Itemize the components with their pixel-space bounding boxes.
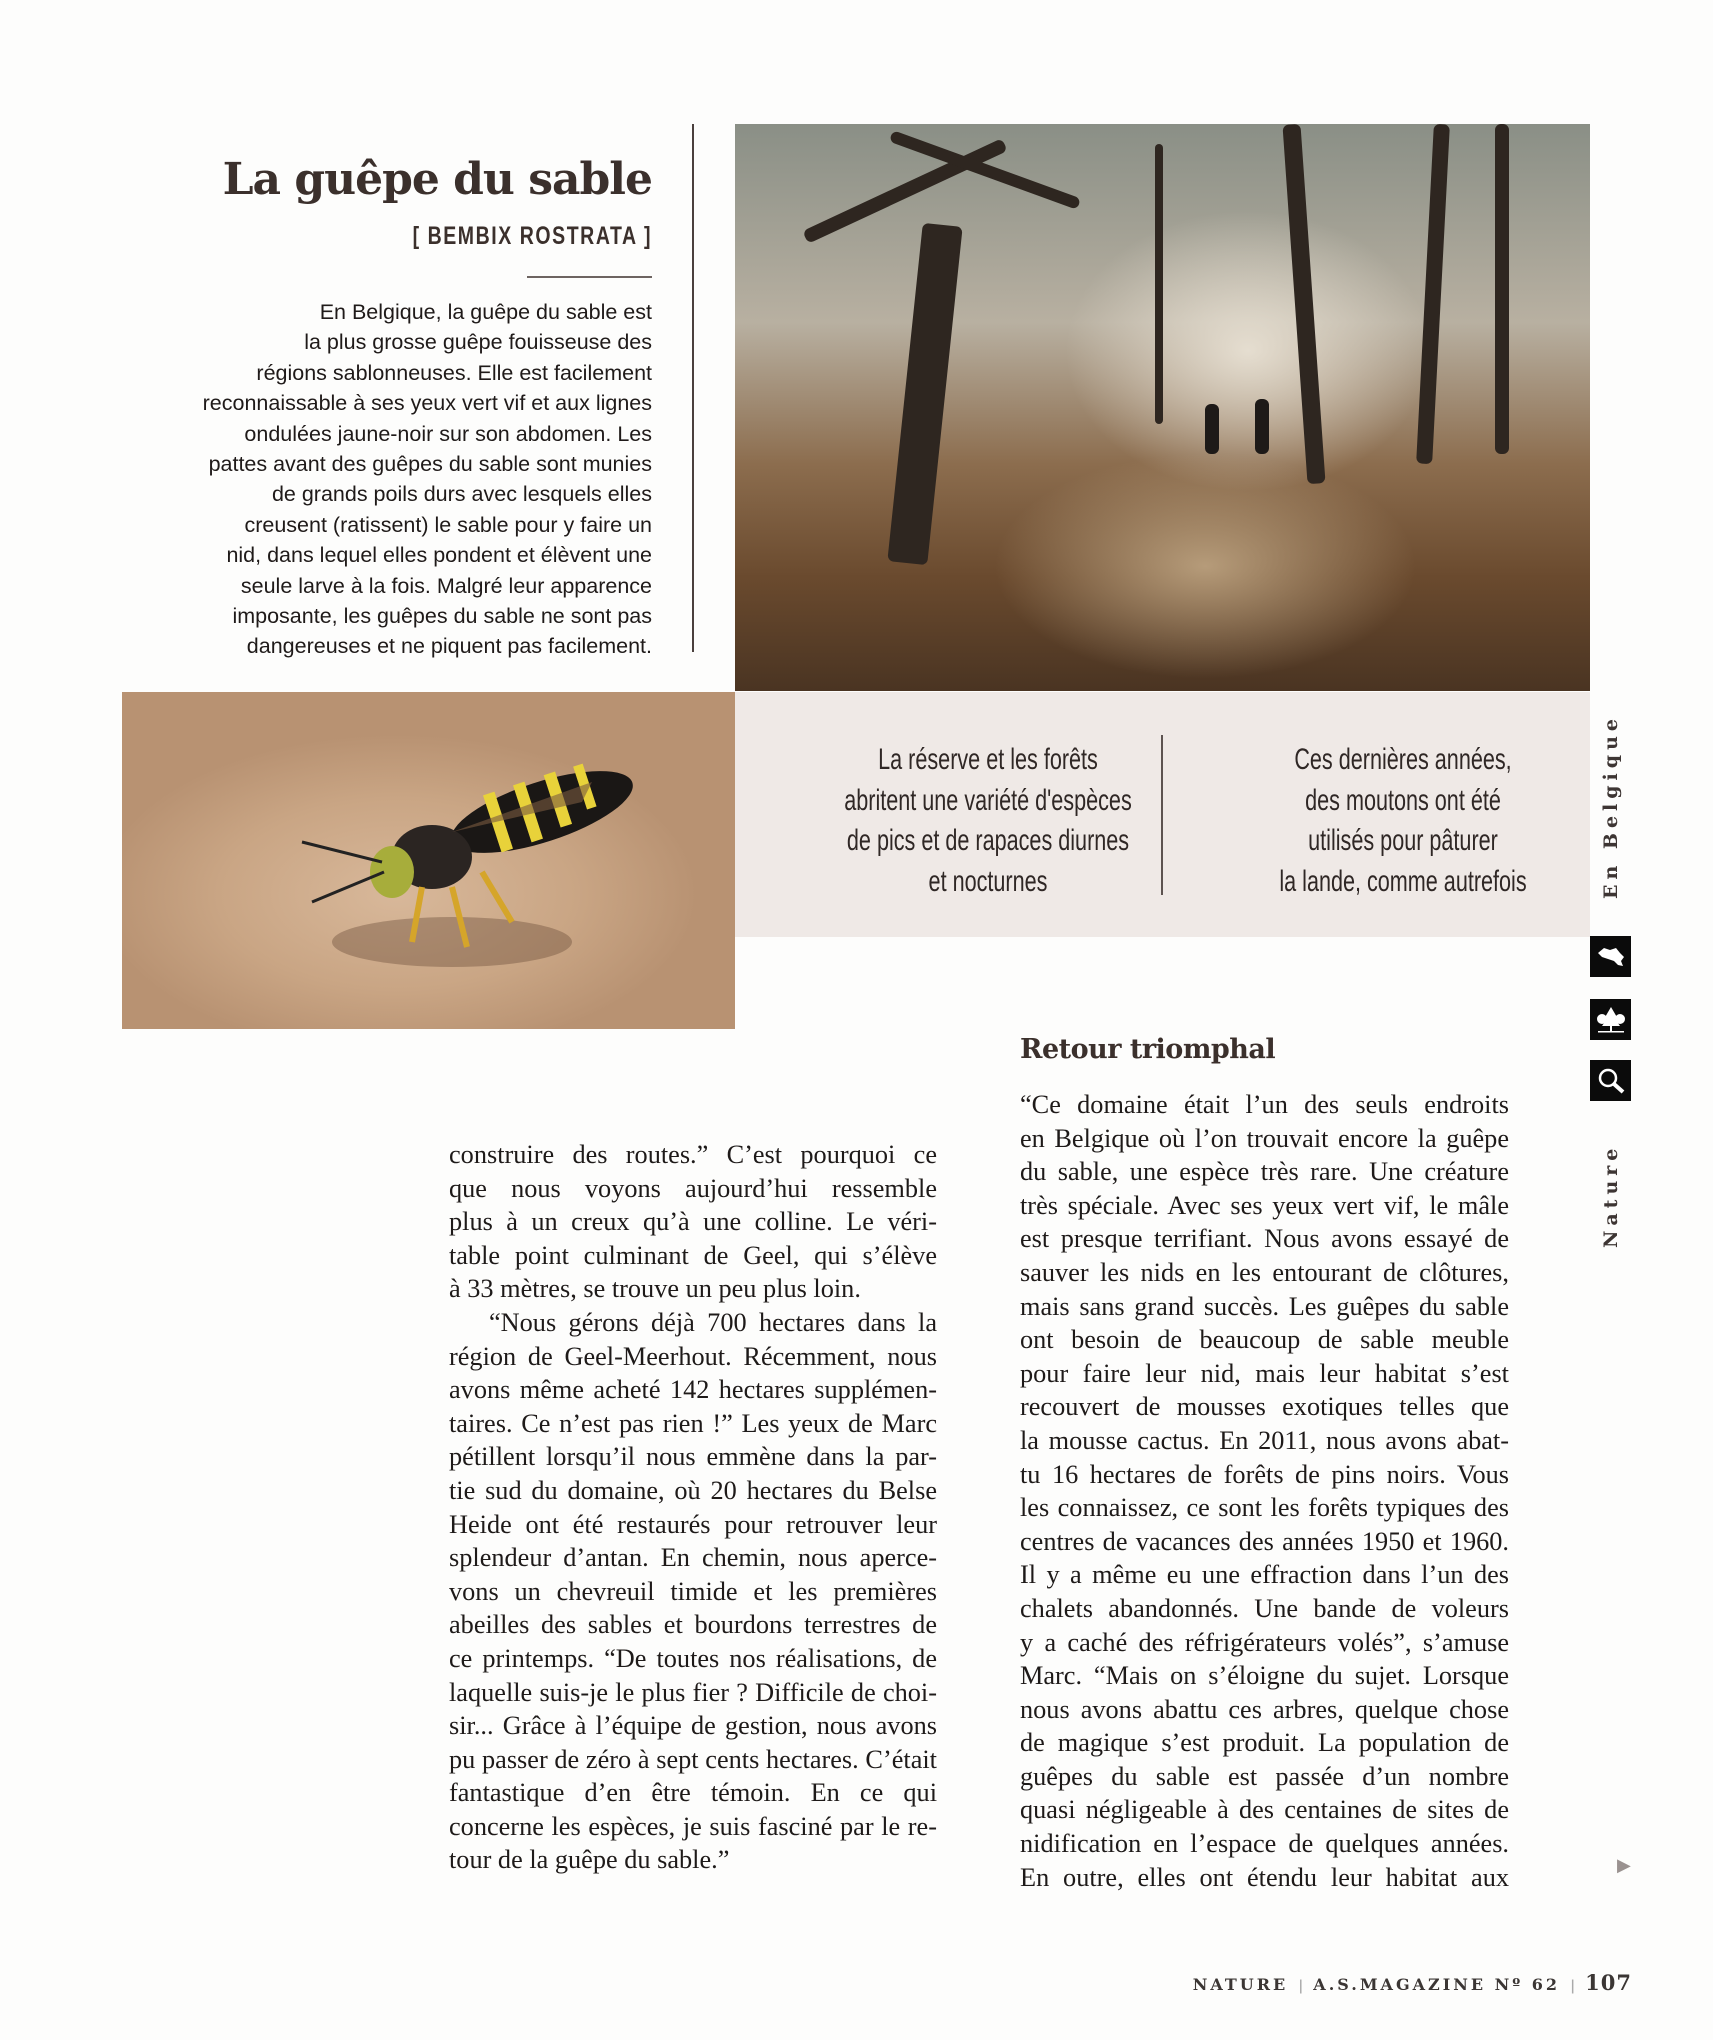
text-line: vons un chevreuil timide et les premières (449, 1576, 937, 1606)
section-heading: Retour triomphal (1020, 1034, 1276, 1065)
text-line: quasi négligeable à des centaines de sites de (1020, 1795, 1509, 1825)
quote-line: La réserve et les forêts (878, 743, 1098, 776)
text-line: tie sud du domaine, où 20 hectares du Belse (449, 1475, 937, 1505)
text-line: à 33 mètres, se trouve un peu plus loin. (449, 1274, 861, 1304)
title-rule (527, 276, 652, 278)
text-line: construire des routes.” C’est pourquoi ce (449, 1140, 937, 1169)
quote-line: utilisés pour pâturer (1308, 824, 1498, 857)
text-line: région de Geel-Meerhout. Récemment, nous (449, 1341, 937, 1371)
quote-line: la lande, comme autrefois (1279, 864, 1527, 898)
text-line: creusent (ratissent) le sable pour y faire un (244, 512, 652, 537)
text-line: les connaissez, ce sont les forêts typiques des (1020, 1493, 1509, 1523)
trees-icon[interactable] (1590, 999, 1631, 1040)
pull-quote-2 (1201, 740, 1604, 902)
footer-separator: | (1570, 1978, 1576, 1994)
text-line: guêpes du sable est passée d’un nombre (1020, 1761, 1509, 1791)
quote-divider (1161, 735, 1163, 895)
text-line: “Nous gérons déjà 700 hectares dans la (489, 1307, 937, 1337)
text-line: Marc. “Mais on s’éloigne du sujet. Lorsque (1020, 1661, 1509, 1691)
text-line: du sable, une espèce très rare. Une créature (1020, 1157, 1509, 1187)
text-line: tu 16 hectares de forêts de pins noirs. Vous (1020, 1459, 1509, 1489)
text-line: centres de vacances des années 1950 et 1960. (1020, 1526, 1509, 1556)
text-line: splendeur d’antan. En chemin, nous aperce- (449, 1543, 937, 1573)
text-line: Heide ont été restaurés pour retrouver leur (449, 1509, 937, 1539)
text-line: mais sans grand succès. Les guêpes du sable (1020, 1291, 1509, 1321)
text-line: sauver les nids en les entourant de clôtures, (1020, 1257, 1509, 1287)
text-line: pour faire leur nid, mais leur habitat s’est (1020, 1358, 1509, 1388)
text-line: chalets abandonnés. Une bande de voleurs (1020, 1593, 1509, 1623)
text-line: la mousse cactus. En 2011, nous avons abat- (1020, 1425, 1509, 1455)
text-line: imposante, les guêpes du sable ne sont pas (232, 604, 652, 629)
text-line: laquelle suis-je le plus fier ? Difficile de choi- (449, 1677, 937, 1707)
text-line: tour de la guêpe du sable.” (449, 1845, 730, 1875)
page-footer (1180, 1970, 1632, 1995)
right-column (1020, 1088, 1509, 1894)
text-line: nous avons abattu ces arbres, quelque chose (1020, 1694, 1509, 1724)
text-line: En outre, elles ont étendu leur habitat aux (1020, 1862, 1509, 1892)
text-line: très spéciale. Avec ses yeux vert vif, le mâle (1020, 1190, 1509, 1220)
text-line: nidification en l’espace de quelques années. (1020, 1829, 1509, 1859)
text-line: dangereuses et ne piquent pas facilement. (246, 634, 652, 659)
intro-text (150, 297, 652, 662)
magnifier-icon[interactable] (1590, 1060, 1631, 1101)
quote-line: et nocturnes (928, 864, 1048, 898)
text-line: Il y a même eu une effraction dans l’un des (1020, 1560, 1509, 1590)
text-line: fantastique d’en être témoin. En ce qui (449, 1778, 937, 1808)
text-line: pattes avant des guêpes du sable sont munies (208, 452, 652, 477)
text-line: “Ce domaine était l’un des seuls endroits (1020, 1090, 1509, 1119)
quote-line: abritent une variété d'espèces (844, 783, 1132, 817)
text-line: concerne les espèces, je suis fasciné par le re- (449, 1811, 937, 1841)
footer-separator: | (1298, 1978, 1304, 1994)
vertical-divider (692, 124, 694, 652)
text-line: En Belgique, la guêpe du sable est (319, 300, 652, 324)
quote-line: de pics et de rapaces diurnes (846, 824, 1130, 857)
quote-line: Ces dernières années, (1294, 743, 1512, 776)
text-line: que nous voyons aujourd’hui ressemble (449, 1173, 937, 1203)
sidebar-title: La guêpe du sable (222, 154, 652, 205)
text-line: pu passer de zéro à sept cents hectares. C’était (449, 1744, 937, 1774)
text-line: est presque terrifiant. Nous avons essayé de (1020, 1224, 1509, 1254)
text-line: ce printemps. “De toutes nos réalisations, de (449, 1643, 937, 1673)
text-line: table point culminant de Geel, qui s’élève (449, 1240, 937, 1270)
text-line: taires. Ce n’est pas rien !” Les yeux de Marc (449, 1408, 937, 1438)
text-line: de magique s’est produit. La population de (1020, 1728, 1509, 1758)
text-line: abeilles des sables et bourdons terrestres de (449, 1610, 937, 1640)
text-line: ondulées jaune-noir sur son abdomen. Les (244, 421, 652, 446)
text-line: en Belgique où l’on trouvait encore la guêpe (1020, 1123, 1509, 1153)
pull-quotes (735, 692, 1590, 937)
text-line: de grands poils durs avec lesquels elles (271, 482, 652, 507)
text-line: nid, dans lequel elles pondent et élèvent une (226, 543, 652, 568)
forest-photo (735, 124, 1590, 691)
latin-name: [ BEMBIX ROSTRATA ] (412, 222, 652, 250)
text-line: ont besoin de beaucoup de sable meuble (1020, 1325, 1509, 1355)
text-line: y a caché des réfrigérateurs volés”, s’amuse (1020, 1627, 1509, 1657)
text-line: seule larve à la fois. Malgré leur apparence (240, 573, 652, 598)
text-line: pétillent lorsqu’il nous emmène dans la par- (449, 1442, 937, 1472)
tab-nature[interactable]: Nature (1600, 1143, 1622, 1248)
left-column (449, 1138, 937, 1877)
text-line: avons même acheté 142 hectares supplémen- (449, 1375, 937, 1405)
text-line: reconnaissable à ses yeux vert vif et aux lignes (202, 391, 652, 416)
page-number: 107 (1585, 1970, 1632, 1995)
pull-quote-1 (808, 740, 1168, 902)
footer-section: NATURE (1192, 1975, 1289, 1994)
text-line: sir... Grâce à l’équipe de gestion, nous avons (449, 1711, 937, 1741)
text-line: régions sablonneuses. Elle est facilement (256, 360, 652, 385)
text-line: la plus grosse guêpe fouisseuse des (304, 330, 652, 355)
belgium-map-icon[interactable] (1590, 936, 1631, 977)
footer-magazine: A.S.MAGAZINE Nº 62 (1313, 1975, 1561, 1994)
wasp-photo (122, 692, 735, 1029)
text-line: plus à un creux qu’à une colline. Le véri- (449, 1207, 937, 1237)
tab-en-belgique[interactable]: En Belgique (1600, 714, 1622, 899)
text-line: recouvert de mousses exotiques telles que (1020, 1392, 1509, 1422)
next-page-arrow-icon[interactable]: ▶ (1617, 1855, 1631, 1875)
quote-line: des moutons ont été (1305, 783, 1501, 817)
